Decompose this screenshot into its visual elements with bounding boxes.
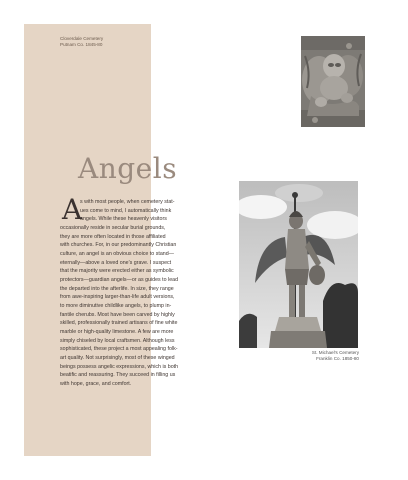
statue-photo-caption [259,350,359,362]
article-line: angels. While these heavenly visitors [80,216,167,223]
article-line: marble or high-quality limestone. A few are more [60,329,174,336]
article-line: they are more often located in those affiliated [60,233,166,240]
article-line: the departed into the afterlife. In size, they range [60,285,174,292]
article-line: beatific and reassuring. They succeed in filling us [60,372,176,379]
article-line: beings possess angelic expressions, which is both [60,363,179,370]
st-michael-statue-photo [239,181,358,348]
article-line: ues come to mind, I automatically think [80,207,172,214]
article-line: from awe-inspiring larger-than-life adult versions, [60,294,175,301]
article-line: simply chiseled by local craftsmen. Although less [60,337,175,344]
page-title: Angels [78,152,178,185]
st-michael-statue-image [239,181,358,348]
article-line: fantile cherubs. Most have been carved by highly [60,311,175,318]
drop-cap: A [62,193,83,226]
article-line: protectors—guardian angels—or as guides to lead [60,277,179,284]
article-body [60,193,196,389]
bottom-caption-location: Franklin Co. 1850-80 [316,356,359,361]
cherub-relief-photo [301,36,365,127]
bottom-caption-cemetery: St. Michael's Cemetery [311,350,359,355]
article-line: that the majority were erected either as symbolic [60,268,174,275]
article-line: occasionally reside in secular burial grounds, [60,225,166,232]
top-caption-cemetery: Cloverdale Cemetery [60,36,104,41]
article-line: eternally—above a loved one's grave. I suspect [60,259,172,266]
article-line: art quality. Not surprisingly, most of these winged [60,355,175,362]
article-line: skilled, professionally trained artisans of fine white [60,320,178,327]
article-line: culture, an angel is an obvious choice to stand— [60,251,174,258]
article-line: with churches. For, in our predominantly Christian [60,242,177,249]
article-line: to more diminutive childlike angels, to plump in- [60,303,172,310]
article-line: sophisticated, these project a most appealing folk- [60,346,178,353]
article-line: s with most people, when cemetery stat- [80,199,175,205]
article-line: with hope, grace, and comfort. [60,381,132,388]
top-photo-caption [60,36,103,48]
cherub-relief-image [301,36,365,127]
top-caption-location: Putnam Co. 1845-80 [60,42,103,47]
